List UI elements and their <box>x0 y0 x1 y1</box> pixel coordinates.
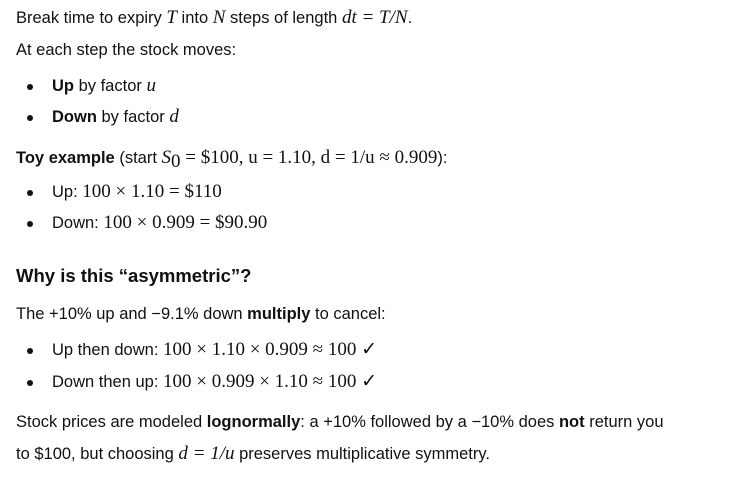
bullet <box>27 115 33 121</box>
toy-item-up: Up: 100 × 1.10 = $110 <box>52 181 222 202</box>
math-T: T <box>166 7 177 28</box>
bullet <box>27 380 33 386</box>
bullet <box>27 190 33 196</box>
closing-line-2: to $100, but choosing d = 1/u preserves multiplicative symmetry. <box>16 443 490 464</box>
math-d-formula: d = 1/u <box>178 443 235 464</box>
closing-line-1: Stock prices are modeled lognormally: a +10% followed by a −10% does not return you <box>16 413 664 431</box>
section-item-down-up: Down then up: 100 × 0.909 × 1.10 ≈ 100 ✓ <box>52 371 378 392</box>
toy-item-down: Down: 100 × 0.909 = $90.90 <box>52 212 268 233</box>
section-item-up-down: Up then down: 100 × 1.10 × 0.909 ≈ 100 ✓ <box>52 339 378 360</box>
move-item-down: Down by factor d <box>52 106 179 127</box>
toy-example-line: Toy example (start $S_0$ = $100, u = 1.10, d = 1/u ≈ 0.909): <box>16 147 448 172</box>
move-item-up: Up by factor u <box>52 75 156 96</box>
math-N: N <box>212 7 226 28</box>
bullet <box>27 84 33 90</box>
bullet <box>27 348 33 354</box>
math-dt-formula: dt = T/N <box>341 7 408 28</box>
section-paragraph: The +10% up and −9.1% down multiply to cancel: <box>16 305 386 323</box>
intro-line-1: Break time to expiry T into N steps of length dt = T/N. <box>16 7 413 28</box>
intro-line-2: At each step the stock moves: <box>16 41 237 59</box>
bullet <box>27 221 33 227</box>
section-heading: Why is this “asymmetric”? <box>16 265 252 286</box>
